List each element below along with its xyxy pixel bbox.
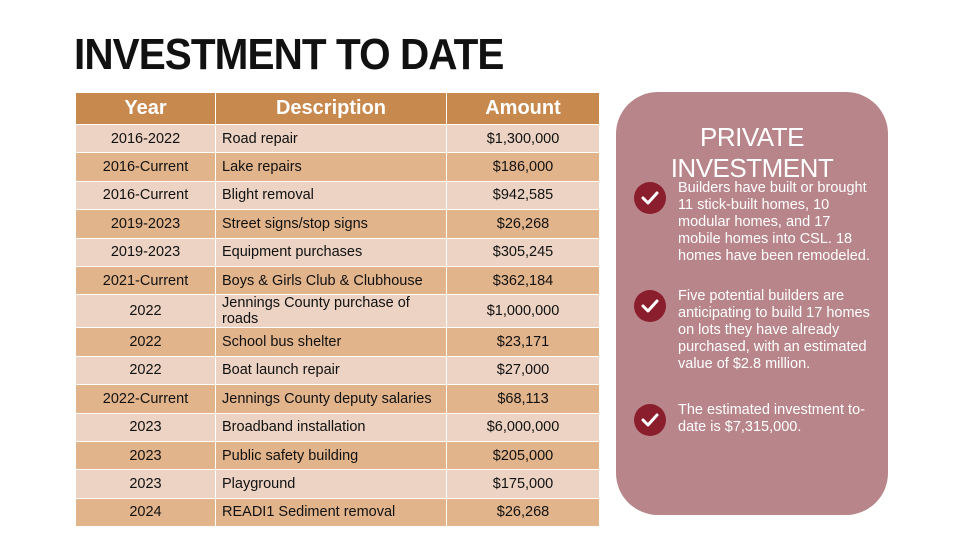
description-cell: Public safety building (216, 441, 447, 469)
year-cell: 2022 (76, 295, 216, 328)
table-row (76, 413, 600, 441)
amount-cell: $1,300,000 (447, 125, 600, 153)
year-cell: 2022 (76, 356, 216, 384)
table-row (76, 295, 600, 328)
amount-cell: $305,245 (447, 238, 600, 266)
page-title: INVESTMENT TO DATE (74, 30, 504, 79)
amount-cell: $27,000 (447, 356, 600, 384)
description-cell: Playground (216, 470, 447, 498)
amount-cell: $186,000 (447, 153, 600, 181)
column-header-amount: Amount (447, 93, 600, 125)
year-cell: 2022 (76, 328, 216, 356)
amount-cell: $1,000,000 (447, 295, 600, 328)
check-circle-icon (634, 182, 666, 214)
bullet-text: Five potential builders are anticipating to build 17 homes on lots they have already purchased, with an estimated value of $2.8 million. (678, 288, 870, 372)
panel-title: PRIVATE INVESTMENT (670, 122, 834, 183)
table-row (76, 210, 600, 238)
amount-cell: $26,268 (447, 210, 600, 238)
table-row (76, 470, 600, 498)
amount-cell: $26,268 (447, 498, 600, 526)
column-header-year: Year (76, 93, 216, 125)
description-cell: Boat launch repair (216, 356, 447, 384)
check-circle-icon (634, 290, 666, 322)
bullet-text: The estimated investment to-date is $7,315,000. (678, 402, 865, 435)
amount-cell: $205,000 (447, 441, 600, 469)
year-cell: 2019-2023 (76, 210, 216, 238)
description-cell: Lake repairs (216, 153, 447, 181)
year-cell: 2023 (76, 441, 216, 469)
description-cell: School bus shelter (216, 328, 447, 356)
table-row (76, 238, 600, 266)
description-cell: Boys & Girls Club & Clubhouse (216, 266, 447, 294)
table-row (76, 441, 600, 469)
table-row (76, 266, 600, 294)
table-row (76, 385, 600, 413)
description-cell: Blight removal (216, 181, 447, 209)
description-cell: READI1 Sediment removal (216, 498, 447, 526)
private-investment-panel (616, 92, 888, 515)
bullet-text: Builders have built or brought 11 stick-built homes, 10 modular homes, and 17 mobile homes into CSL. 18 homes have been remodeled. (678, 180, 870, 264)
year-cell: 2023 (76, 413, 216, 441)
table-row (76, 328, 600, 356)
description-cell: Road repair (216, 125, 447, 153)
year-cell: 2016-Current (76, 181, 216, 209)
description-cell: Jennings County purchase of roads (216, 295, 447, 328)
table-row (76, 498, 600, 526)
check-circle-icon (634, 404, 666, 436)
year-cell: 2024 (76, 498, 216, 526)
description-cell: Equipment purchases (216, 238, 447, 266)
table-header-row (76, 93, 600, 125)
year-cell: 2022-Current (76, 385, 216, 413)
table-row (76, 153, 600, 181)
investment-table (75, 92, 600, 527)
amount-cell: $175,000 (447, 470, 600, 498)
column-header-description: Description (216, 93, 447, 125)
year-cell: 2016-2022 (76, 125, 216, 153)
amount-cell: $942,585 (447, 181, 600, 209)
amount-cell: $68,113 (447, 385, 600, 413)
description-cell: Jennings County deputy salaries (216, 385, 447, 413)
year-cell: 2016-Current (76, 153, 216, 181)
amount-cell: $6,000,000 (447, 413, 600, 441)
amount-cell: $362,184 (447, 266, 600, 294)
amount-cell: $23,171 (447, 328, 600, 356)
table-row (76, 356, 600, 384)
description-cell: Broadband installation (216, 413, 447, 441)
table-row (76, 125, 600, 153)
year-cell: 2019-2023 (76, 238, 216, 266)
description-cell: Street signs/stop signs (216, 210, 447, 238)
year-cell: 2021-Current (76, 266, 216, 294)
table-row (76, 181, 600, 209)
year-cell: 2023 (76, 470, 216, 498)
